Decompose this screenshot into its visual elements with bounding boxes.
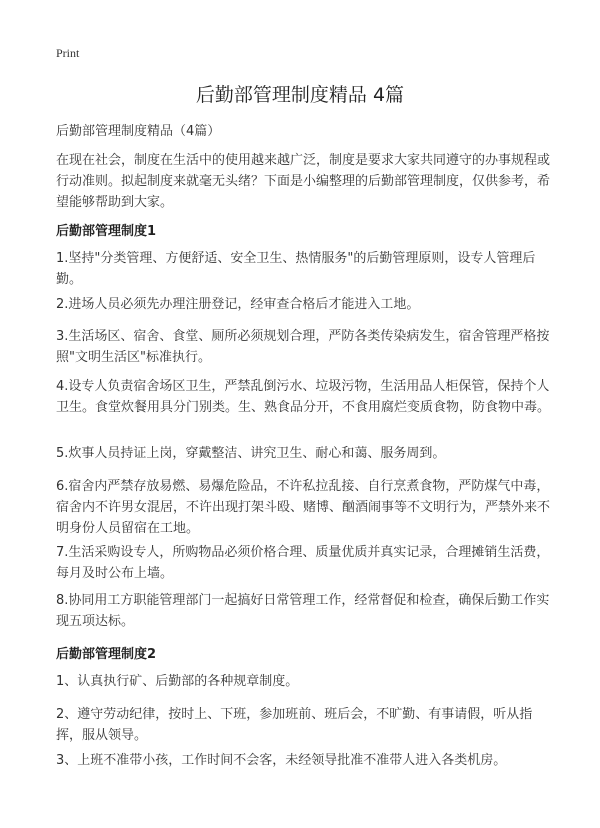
section2-item-3: 3、上班不准带小孩，工作时间不会客，未经领导批准不准带人进入各类机房。 bbox=[56, 753, 507, 768]
section1-item-8: 8.协同用工方职能管理部门一起搞好日常管理工作，经常督促和检查，确保后勤工作实现五项达标。 bbox=[56, 593, 550, 629]
section2-heading: 后勤部管理制度2 bbox=[56, 647, 157, 662]
intro-paragraph: 在现在社会，制度在生活中的使用越来越广泛，制度是要求大家共同遵守的办事规程或行动准则。拟起制度来就毫无头绪？下面是小编整理的后勤部管理制度，仅供参考，希望能够帮助到大家。 bbox=[56, 153, 551, 210]
section1-item-6: 6.宿舍内严禁存放易燃、易爆危险品，不许私拉乱接、自行烹煮食物，严防煤气中毒，宿舍内不许男女混居，不许出现打架斗殴、赌博、酗酒闹事等不文明行为，严禁外来不明身份人员留宿在工地。 bbox=[56, 479, 551, 536]
print-label[interactable]: Print bbox=[56, 46, 80, 60]
section1-heading: 后勤部管理制度1 bbox=[56, 224, 157, 239]
section1-item-3: 3.生活场区、宿舍、食堂、厕所必须规划合理，严防各类传染病发生，宿舍管理严格按照"文明生活区"标准执行。 bbox=[56, 329, 550, 365]
section2-item-1: 1、认真执行矿、后勤部的各种规章制度。 bbox=[56, 674, 299, 689]
section1-item-7: 7.生活采购设专人，所购物品必须价格合理、质量优质并真实记录，合理摊销生活费，每月及时公布上墙。 bbox=[56, 545, 550, 581]
document-title: 后勤部管理制度精品 4篇 bbox=[195, 84, 405, 106]
section1-item-2: 2.进场人员必须先办理注册登记，经审查合格后才能进入工地。 bbox=[56, 297, 420, 312]
section1-item-1: 1.坚持"分类管理、方便舒适、安全卫生、热情服务"的后勤管理原则，设专人管理后勤。 bbox=[56, 251, 536, 287]
section1-item-5: 5.炊事人员持证上岗，穿戴整洁、讲究卫生、耐心和蔼、服务周到。 bbox=[56, 446, 446, 461]
document-subtitle: 后勤部管理制度精品（4篇） bbox=[56, 124, 221, 139]
section2-item-2: 2、遵守劳动纪律，按时上、下班，参加班前、班后会，不旷勤、有事请假，听从指挥，服从领导。 bbox=[56, 707, 533, 743]
section1-item-4: 4.设专人负责宿舍场区卫生，严禁乱倒污水、垃圾污物，生活用品人柜保管，保持个人卫生。食堂炊餐用具分门别类。生、熟食品分开，不食用腐烂变质食物，防食物中毒。 bbox=[56, 379, 551, 415]
